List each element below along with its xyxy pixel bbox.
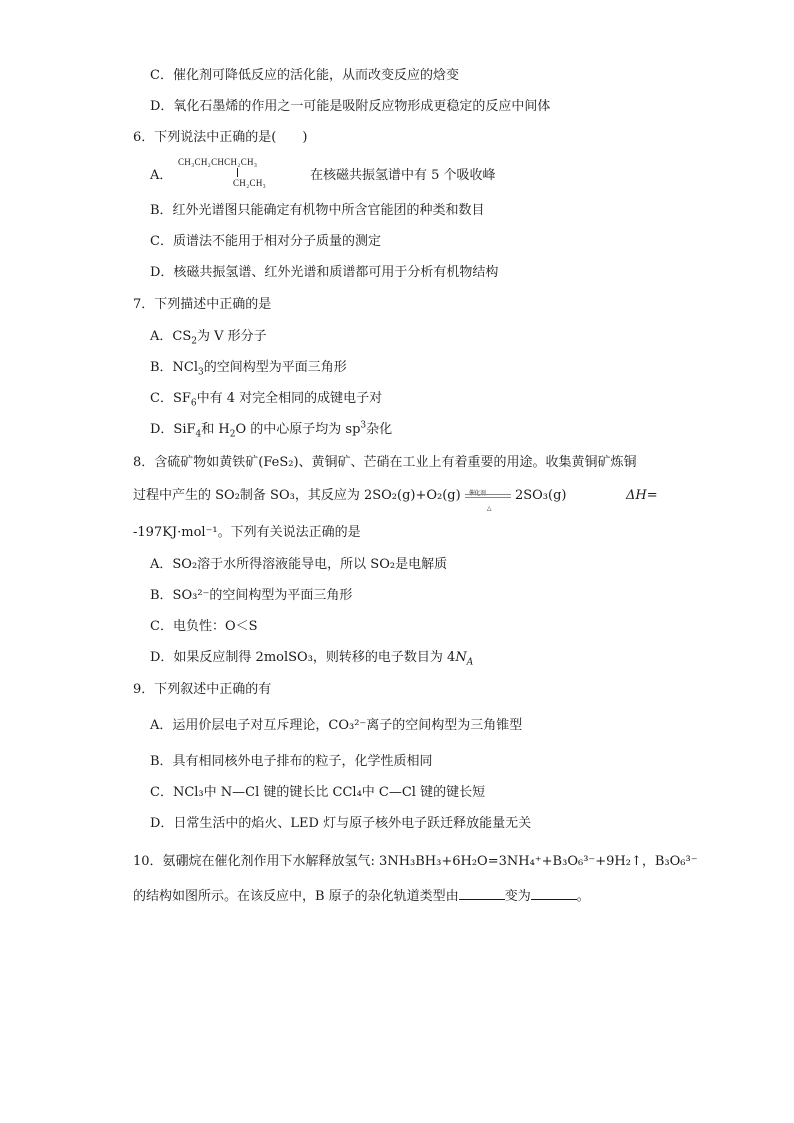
q5-option-c: C．催化剂可降低反应的活化能，从而改变反应的焓变: [150, 68, 459, 83]
answer-blank-1[interactable]: [459, 887, 505, 900]
q8-stem-line1: 8．含硫矿物如黄铁矿(FeS₂)、黄铜矿、芒硝在工业上有着重要的用途。收集黄铜矿炼铜: [133, 455, 637, 470]
q5-option-d: D．氧化石墨烯的作用之一可能是吸附反应物形成更稳定的反应中间体: [150, 99, 551, 114]
q8-stem-line3: -197KJ·mol⁻¹。下列有关说法正确的是: [133, 525, 361, 540]
q9-option-b: B．具有相同核外电子排布的粒子，化学性质相同: [150, 754, 433, 769]
q9-option-c: C．NCl₃中 N—Cl 键的键长比 CCl₄中 C—Cl 键的键长短: [150, 785, 486, 800]
q8-option-a: A．SO₂溶于水所得溶液能导电，所以 SO₂是电解质: [150, 557, 448, 572]
q9-option-d: D．日常生活中的焰火、LED 灯与原子核外电子跃迁释放能量无关: [150, 816, 532, 831]
q6-option-a-label: A．: [150, 168, 173, 183]
q7-option-a: A．$CS_2$为 V 形分子: [150, 329, 267, 347]
answer-blank-2[interactable]: [531, 887, 577, 900]
q6-option-b: B．红外光谱图只能确定有机物中所含官能团的种类和数目: [150, 203, 485, 218]
struct-main-chain: CH₃CH₂CHCH₂CH₃: [178, 157, 258, 167]
q6-stem: 6．下列说法中正确的是( ): [133, 130, 308, 145]
struct-branch: CH₂CH₃: [233, 178, 267, 188]
q8-delta-h: ΔH=: [626, 488, 658, 503]
q8-option-d: D．如果反应制得 2molSO₃，则转移的电子数目为 $4N_A$: [150, 650, 474, 668]
q7-stem: 7．下列描述中正确的是: [133, 297, 272, 312]
q8-option-c: C．电负性：O＜S: [150, 619, 258, 634]
q10-stem-line1: 10．氨硼烷在催化剂作用下水解释放氢气: 3NH₃BH₃+6H₂O=3NH₄⁺+B₃O₆³⁻+9H₂↑，B₃O₆³⁻: [133, 854, 698, 869]
q8-option-b: B．SO₃²⁻的空间构型为平面三角形: [150, 588, 353, 603]
q6-option-a-text: 在核磁共振氢谱中有 5 个吸收峰: [310, 168, 496, 183]
q9-option-a: A．运用价层电子对互斥理论，CO₃²⁻离子的空间构型为三角锥型: [150, 718, 523, 733]
struct-bond-line: [237, 168, 238, 177]
q6-option-c: C．质谱法不能用于相对分子质量的测定: [150, 234, 381, 249]
q6-structural-formula: [178, 157, 267, 188]
q7-option-b: B．NCl$_3$的空间构型为平面三角形: [150, 360, 347, 378]
q7-option-c: C．$SF_6$中有 4 对完全相同的成键电子对: [150, 391, 383, 409]
q7-option-d: D．SiF$_4$和 $H_2O$ 的中心原子均为 $sp^3$杂化: [150, 420, 393, 440]
q9-stem: 9．下列叙述中正确的有: [133, 682, 272, 697]
q10-stem-line2: 的结构如图所示。在该反应中，B 原子的杂化轨道类型由 变为 。: [133, 889, 590, 904]
reversible-arrow-icon: △: [465, 489, 511, 503]
q8-stem-line2: 过程中产生的 SO₂制备 SO₃，其反应为 2SO₂(g)+O₂(g) △ 2SO₃(g): [133, 488, 567, 512]
q6-option-d: D．核磁共振氢谱、红外光谱和质谱都可用于分析有机物结构: [150, 265, 499, 280]
